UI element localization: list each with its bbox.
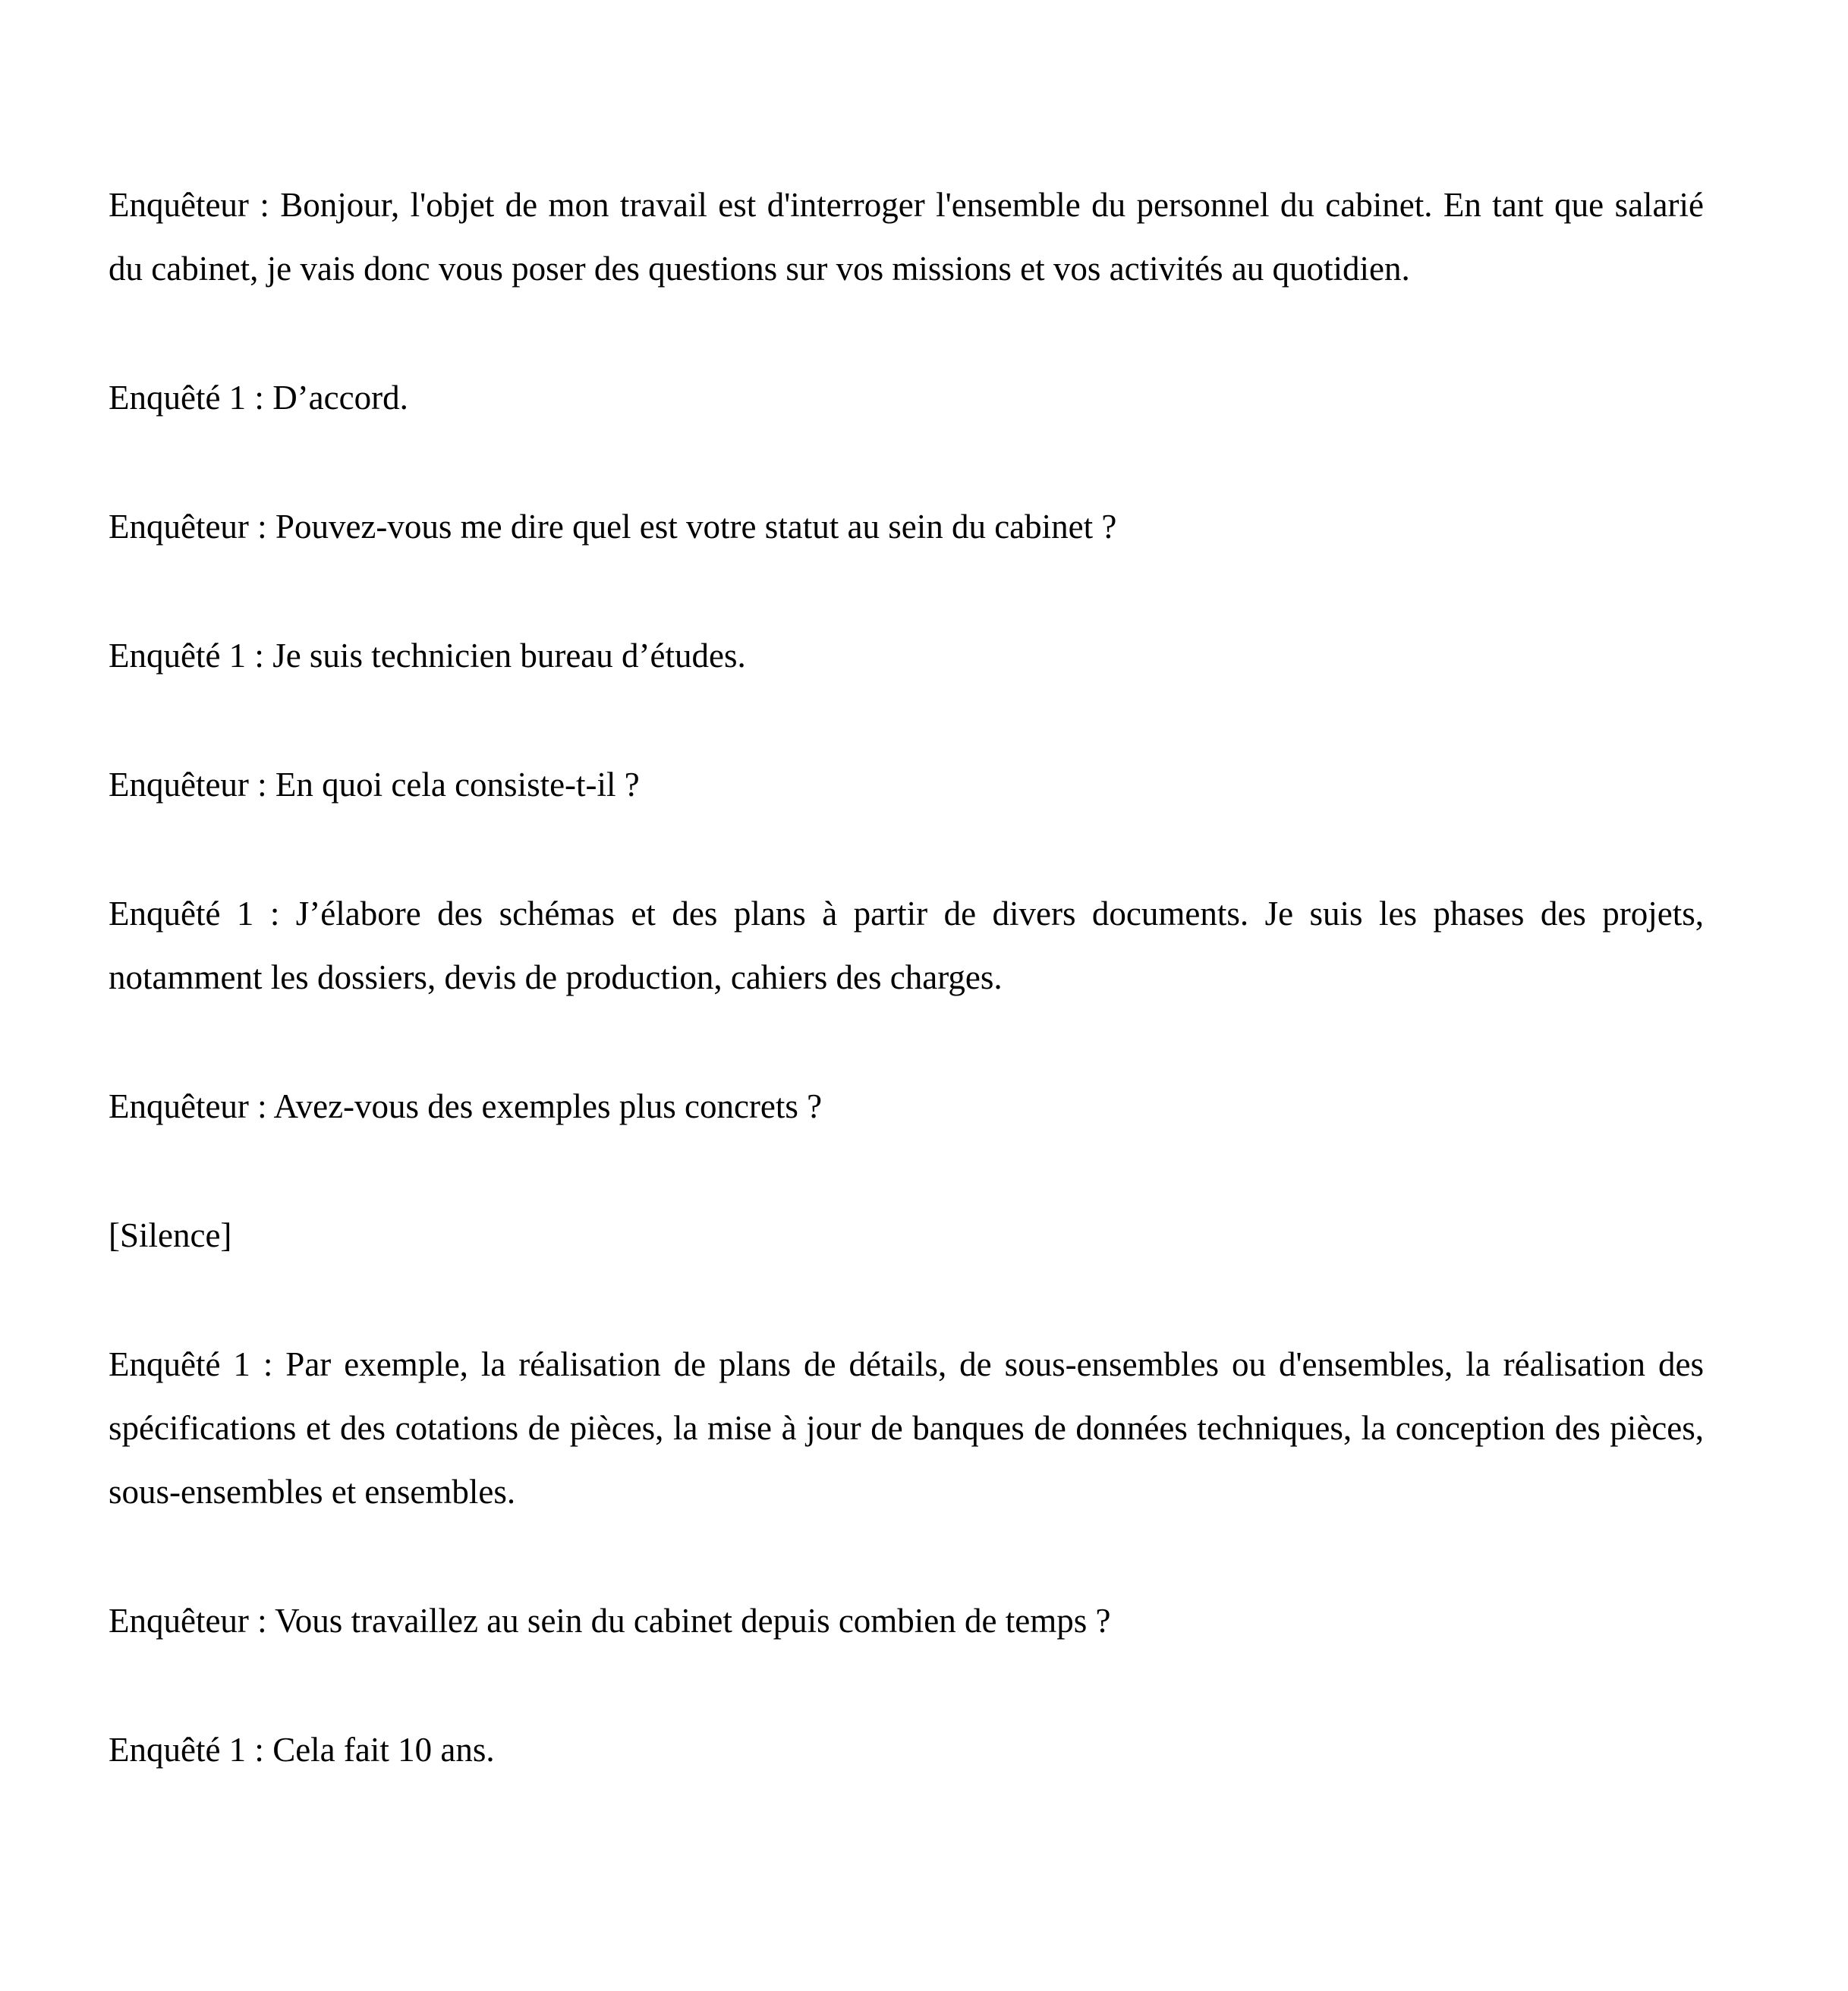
paragraph-enqueteur-exemples-question: Enquêteur : Avez-vous des exemples plus concrets ? [109, 1087, 823, 1125]
paragraph-enquete1-anciennete-reponse: Enquêté 1 : Cela fait 10 ans. [109, 1731, 495, 1769]
paragraph-enqueteur-consiste-question: Enquêteur : En quoi cela consiste-t-il ? [109, 766, 640, 804]
paragraph-enquete1-consiste-reponse: Enquêté 1 : J’élabore des schémas et des plans à partir de divers documents. Je suis les phases des projets, notamment les dossiers, devis de production, cahiers des charges. [109, 895, 1704, 996]
paragraph-enqueteur-statut-question: Enquêteur : Pouvez-vous me dire quel est votre statut au sein du cabinet ? [109, 508, 1117, 546]
paragraph-enquete1-exemples-reponse: Enquêté 1 : Par exemple, la réalisation de plans de détails, de sous-ensembles ou d'ensembles, la réalisation des spécifications et des cotations de pièces, la mise à jour de banques de données techniques, la conception des pièces, sous-ensembles et ensembles. [109, 1345, 1704, 1511]
paragraph-enqueteur-anciennete-question: Enquêteur : Vous travaillez au sein du cabinet depuis combien de temps ? [109, 1602, 1111, 1640]
paragraph-enquete1-statut-reponse: Enquêté 1 : Je suis technicien bureau d’études. [109, 637, 746, 675]
paragraph-enqueteur-intro: Enquêteur : Bonjour, l'objet de mon travail est d'interroger l'ensemble du personnel du cabinet. En tant que salarié du cabinet, je vais donc vous poser des questions sur vos missions et vos activités au quotidien. [109, 186, 1704, 288]
paragraph-silence-marker: [Silence] [109, 1216, 232, 1254]
paragraph-enquete1-daccord: Enquêté 1 : D’accord. [109, 379, 408, 417]
